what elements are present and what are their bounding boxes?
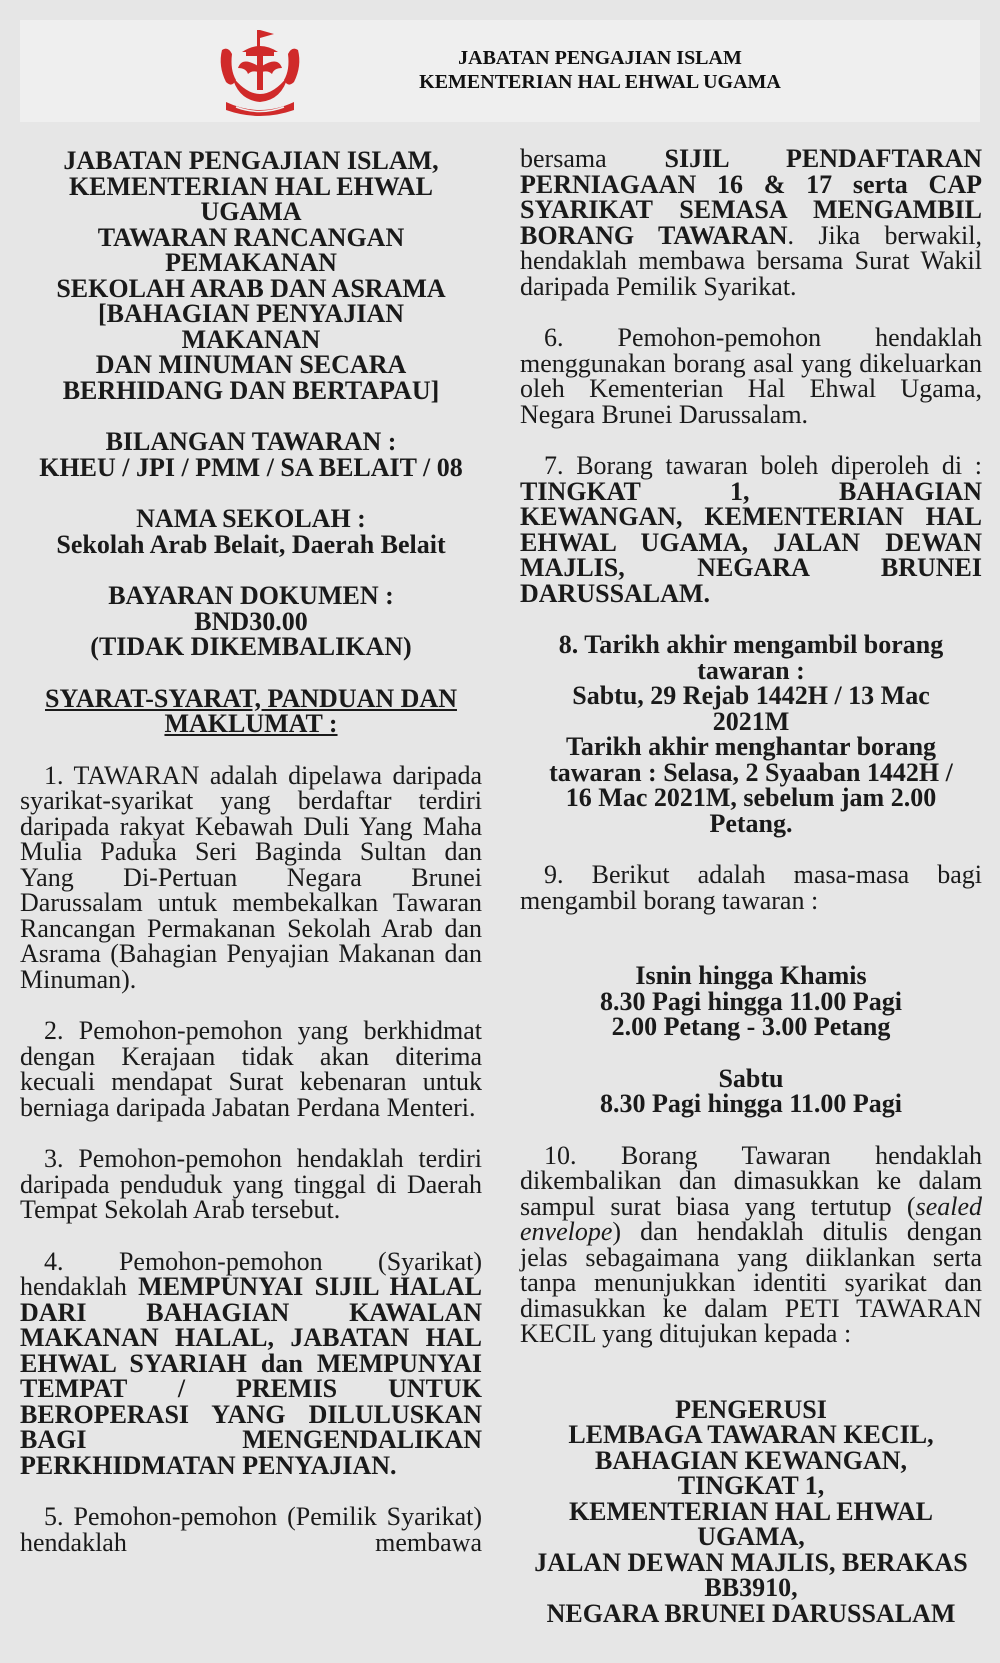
title-line: MAKANAN [181, 324, 321, 354]
paragraph-8-dates [520, 632, 982, 836]
address-line: LEMBAGA TAWARAN KECIL, [568, 1420, 934, 1449]
address-line: UGAMA, [697, 1522, 805, 1551]
paragraph-5-tail: . Jika berwakil, hendaklah membawa bersama Surat Wakil daripada Pemilik Syarikat. [520, 220, 983, 301]
address-line: BAHAGIAN KEWANGAN, [594, 1445, 908, 1475]
title-line: SEKOLAH ARAB DAN ASRAMA [56, 273, 446, 303]
bayaran-label: BAYARAN DOKUMEN : [108, 581, 394, 610]
syarat-heading-line: MAKLUMAT : [164, 709, 338, 738]
title-line: [BAHAGIAN PENYAJIAN [97, 299, 404, 328]
date-line: Tarikh akhir menghantar borang [565, 732, 937, 761]
paragraph-1: 1. TAWARAN adalah dipelawa daripada syarikat-syarikat yang berdaftar terdiri daripada rakyat Kebawah Duli Yang Maha Mulia Paduka Seri Baginda Sultan dan Yang Di-Pertuan Negara Brunei Darussalam untuk membekalkan Tawaran Rancangan Permakanan Sekolah Arab dan Asrama (Bahagian Penyajian Makanan dan Minuman). [20, 760, 482, 994]
schedule-line: 2.00 Petang - 3.00 Petang [611, 1012, 891, 1041]
paragraph-9: 9. Berikut adalah masa-masa bagi mengambil borang tawaran : [520, 860, 982, 915]
date-line: 8. Tarikh akhir mengambil borang [558, 630, 944, 659]
left-column [20, 148, 482, 1555]
bilangan-tawaran [20, 429, 482, 480]
paragraph-10-text: 10. Borang Tawaran hendaklah dikembalikan dan dimasukkan ke dalam sampul surat biasa yang tertutup ( [520, 1140, 982, 1221]
bilangan-label: BILANGAN TAWARAN : [105, 427, 397, 456]
date-line: tawaran : [697, 655, 805, 685]
schedule-weekdays [520, 963, 982, 1040]
schedule-line: Sabtu [718, 1063, 784, 1093]
title-line: KEMENTERIAN HAL EHWAL [68, 171, 434, 201]
paragraph-10 [520, 1140, 982, 1348]
address-line: JALAN DEWAN MAJLIS, BERAKAS [534, 1547, 968, 1577]
nama-label: NAMA SEKOLAH : [136, 504, 366, 533]
date-line: 16 Mac 2021M, sebelum jam 2.00 [565, 783, 937, 812]
paragraph-4 [20, 1246, 482, 1480]
paragraph-10-italic: sealed envelope [520, 1191, 982, 1246]
address-line: TINGKAT 1, [677, 1471, 825, 1500]
nama-value: Sekolah Arab Belait, Daerah Belait [56, 529, 446, 559]
address-line: BB3910, [704, 1573, 798, 1602]
title-line: DAN MINUMAN SECARA [95, 350, 407, 379]
address-line: NEGARA BRUNEI DARUSSALAM [546, 1598, 956, 1628]
paragraph-5-text: bersama [520, 144, 665, 173]
syarat-heading [20, 683, 482, 738]
brunei-emblem-icon [212, 26, 308, 120]
paragraph-5-bold: SIJIL PENDAFTARAN PERNIAGAAN 16 & 17 serta CAP SYARIKAT SEMASA MENGAMBIL BORANG TAWARAN [520, 144, 982, 250]
paragraph-7 [520, 453, 982, 606]
bayaran-dokumen [20, 583, 482, 660]
address-block [520, 1394, 982, 1628]
paragraph-5-start: 5. Pemohon-pemohon (Pemilik Syarikat) hendaklah membawa [20, 1502, 482, 1557]
header-banner [20, 20, 980, 122]
bayaran-note: (TIDAK DIKEMBALIKAN) [90, 632, 412, 661]
paragraph-6: 6. Pemohon-pemohon hendaklah menggunakan borang asal yang dikeluarkan oleh Kementerian Hal Ehwal Ugama, Negara Brunei Darussalam. [520, 323, 982, 429]
paragraph-7-bold: TINGKAT 1, BAHAGIAN KEWANGAN, KEMENTERIAN HAL EHWAL UGAMA, JALAN DEWAN MAJLIS, NEGARA BRUNEI DARUSSALAM. [520, 476, 982, 608]
paragraph-3: 3. Pemohon-pemohon hendaklah terdiri daripada penduduk yang tinggal di Daerah Tempat Sekolah Arab tersebut. [20, 1144, 482, 1224]
title-line: UGAMA [200, 197, 302, 226]
date-line: tawaran : Selasa, 2 Syaaban 1442H / [549, 757, 953, 787]
paragraph-4-bold: MEMPUNYAI SIJIL HALAL DARI BAHAGIAN KAWALAN MAKANAN HALAL, JABATAN HAL EHWAL SYARIAH dan MEMPUNYAI TEMPAT / PREMIS UNTUK BEROPERASI YANG DILULUSKAN BAGI MENGENDALIKAN PERKHIDMATAN PENYAJIAN. [20, 1272, 482, 1480]
right-column [520, 146, 982, 1626]
paragraph-5-cont [520, 146, 982, 299]
date-line: Sabtu, 29 Rejab 1442H / 13 Mac [572, 681, 930, 710]
paragraph-4-text: 4. Pemohon-pemohon (Syarikat) hendaklah [20, 1246, 482, 1301]
address-line: KEMENTERIAN HAL EHWAL [568, 1496, 934, 1526]
bilangan-value: KHEU / JPI / PMM / SA BELAIT / 08 [39, 452, 463, 482]
title-line: PEMAKANAN [165, 248, 337, 277]
address-line: PENGERUSI [675, 1394, 827, 1424]
paragraph-10-tail: ) dan hendaklah ditulis dengan jelas sebagaimana yang diiklankan serta tanpa menunjukkan identiti syarikat dan dimasukkan ke dalam PETI TAWARAN KECIL yang ditujukan kepada : [520, 1217, 982, 1348]
date-line: Petang. [709, 808, 793, 838]
schedule-line: 8.30 Pagi hingga 11.00 Pagi [600, 1089, 902, 1118]
header-line-1: JABATAN PENGAJIAN ISLAM [458, 47, 742, 69]
schedule-line: 8.30 Pagi hingga 11.00 Pagi [600, 986, 902, 1016]
syarat-heading-line: SYARAT-SYARAT, PANDUAN DAN [45, 683, 457, 713]
nama-sekolah [20, 506, 482, 557]
paragraph-7-text: 7. Borang tawaran boleh diperoleh di : [544, 451, 982, 480]
date-line: 2021M [712, 706, 790, 736]
header-title [350, 46, 850, 94]
header-line-2: KEMENTERIAN HAL EHWAL UGAMA [419, 71, 781, 93]
title-line: JABATAN PENGAJIAN ISLAM, [63, 146, 439, 175]
title-line: BERHIDANG DAN BERTAPAU] [62, 375, 440, 405]
title-line: TAWARAN RANCANGAN [97, 222, 405, 252]
paragraph-2: 2. Pemohon-pemohon yang berkhidmat dengan Kerajaan tidak akan diterima kecuali mendapat Surat kebenaran untuk berniaga daripada Jabatan Perdana Menteri. [20, 1016, 482, 1122]
schedule-line: Isnin hingga Khamis [635, 961, 867, 990]
schedule-saturday [520, 1063, 982, 1118]
notice-title [20, 148, 482, 403]
bayaran-value: BND30.00 [194, 606, 308, 636]
